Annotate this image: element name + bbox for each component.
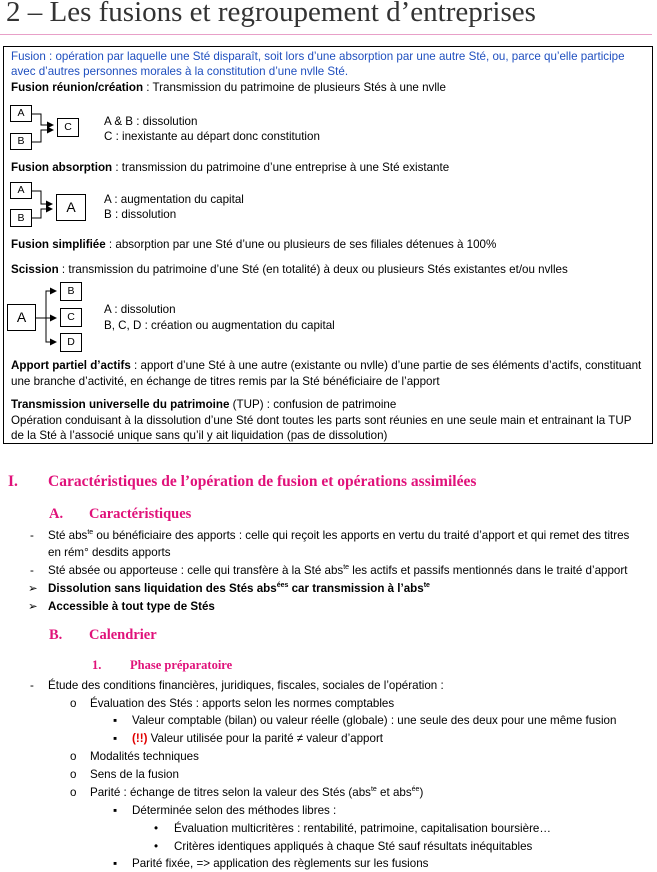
bullet-absorbante bbox=[48, 528, 629, 543]
square-bullet: ▪ bbox=[113, 732, 118, 745]
superscript: te bbox=[370, 786, 377, 793]
parite-text: et abs bbox=[376, 786, 412, 799]
absorption-note-2: B : dissolution bbox=[104, 208, 177, 221]
dash-bullet: - bbox=[30, 529, 34, 542]
fusion-simplifiee-term: Fusion simplifiée bbox=[11, 238, 106, 251]
subsection-b-title: Calendrier bbox=[89, 627, 157, 643]
fusion-absorption-text: : transmission du patrimoine d’une entreprise à une Sté existante bbox=[112, 161, 450, 174]
superscript: te bbox=[343, 564, 350, 571]
box-a-large: A bbox=[56, 194, 86, 221]
circle-bullet: o bbox=[70, 750, 77, 763]
item-sens: Sens de la fusion bbox=[90, 768, 179, 781]
circle-bullet: o bbox=[70, 768, 77, 781]
tup-line bbox=[11, 397, 396, 412]
item-modalites: Modalités techniques bbox=[90, 750, 199, 763]
arrow-bullet: ➢ bbox=[28, 600, 38, 613]
subsection-b-number: B. bbox=[49, 627, 63, 643]
reunion-note-1: A & B : dissolution bbox=[104, 115, 198, 128]
box-b: B bbox=[60, 282, 82, 301]
definition-line-1: Fusion : opération par laquelle une Sté disparaît, soit lors d’une absorption par une autre Sté, ou, parce qu’elle participe bbox=[11, 50, 625, 63]
box-a: A bbox=[10, 105, 32, 122]
item-evaluation: Évaluation des Stés : apports selon les normes comptables bbox=[90, 697, 395, 710]
bullet-text: car transmission à l’abs bbox=[288, 582, 424, 595]
item-valeur: Valeur comptable (bilan) ou valeur réelle (globale) : une seule des deux pour une même fusion bbox=[132, 714, 617, 727]
box-a: A bbox=[10, 182, 32, 199]
item-etude: Étude des conditions financières, juridiques, fiscales, sociales de l’opération : bbox=[48, 679, 444, 692]
bullet-absorbee bbox=[48, 563, 627, 578]
bullet-text: Sté abs bbox=[48, 529, 88, 542]
dot-bullet: • bbox=[154, 840, 159, 853]
absorption-note-1: A : augmentation du capital bbox=[104, 193, 244, 206]
apport-partiel-line bbox=[11, 358, 641, 373]
fusion-reunion-term: Fusion réunion/création bbox=[11, 81, 144, 94]
box-b: B bbox=[10, 133, 32, 150]
item-parite bbox=[90, 785, 423, 800]
tup-line-2: Opération conduisant à la dissolution d’une Sté dont toutes les parts sont réunies en une seule main et entrainant la TUP bbox=[11, 414, 632, 427]
scission-note-1: A : dissolution bbox=[104, 303, 176, 316]
box-b: B bbox=[10, 209, 32, 227]
page-title: 2 – Les fusions et regroupement d’entreprises bbox=[6, 0, 536, 28]
item-criteres: Critères identiques appliqués à chaque Sté sauf résultats inéquitables bbox=[174, 840, 533, 853]
tup-term: Transmission universelle du patrimoine bbox=[11, 398, 230, 411]
bullet-text: ou bénéficiaire des apports : celle qui reçoit les apports en vertu du traité d’apport et qui remet des titres bbox=[93, 529, 630, 542]
bullet-accessible: Accessible à tout type de Stés bbox=[48, 600, 215, 613]
fusion-simplifiee-text: : absorption par une Sté d’une ou plusieurs de ses filiales détenues à 100% bbox=[105, 238, 497, 251]
subsection-a-title: Caractéristiques bbox=[89, 506, 192, 522]
bullet-text: Dissolution sans liquidation des Stés abs bbox=[48, 582, 277, 595]
superscript: te bbox=[423, 582, 430, 589]
scission-note-2: B, C, D : création ou augmentation du capital bbox=[104, 319, 335, 332]
superscript: ées bbox=[276, 582, 289, 589]
box-d: D bbox=[60, 333, 82, 352]
square-bullet: ▪ bbox=[113, 804, 118, 817]
scission-line bbox=[11, 262, 568, 277]
bullet-text: les actifs et passifs mentionnés dans le traité d’apport bbox=[349, 564, 628, 577]
square-bullet: ▪ bbox=[113, 857, 118, 870]
section-number: I. bbox=[8, 473, 18, 490]
arrow-bullet: ➢ bbox=[28, 582, 38, 595]
scission-term: Scission bbox=[11, 263, 59, 276]
fusion-absorption-term: Fusion absorption bbox=[11, 161, 113, 174]
apport-partiel-term: Apport partiel d’actifs bbox=[11, 359, 131, 372]
parite-text: Parité : échange de titres selon la valeur des Stés (abs bbox=[90, 786, 371, 799]
dash-bullet: - bbox=[30, 679, 34, 692]
item-determinee: Déterminée selon des méthodes libres : bbox=[132, 804, 337, 817]
box-c: C bbox=[60, 308, 82, 327]
fusion-simplifiee-line bbox=[11, 237, 496, 252]
dot-bullet: • bbox=[154, 822, 159, 835]
scission-text: : transmission du patrimoine d’une Sté (en totalité) à deux ou plusieurs Stés existantes et/ou nvlles bbox=[58, 263, 568, 276]
warning-text: Valeur utilisée pour la parité ≠ valeur d’apport bbox=[147, 732, 384, 745]
reunion-note-2: C : inexistante au départ donc constitution bbox=[104, 130, 320, 143]
warning-marker: (!!) bbox=[132, 732, 148, 745]
subsubsection-1-title: Phase préparatoire bbox=[130, 658, 233, 672]
apport-partiel-text: : apport d’une Sté à une autre (existante ou nvlle) d’une partie de ses éléments d’actifs, constituant bbox=[130, 359, 642, 372]
definitions-box bbox=[3, 46, 653, 444]
parite-text: ) bbox=[419, 786, 424, 799]
superscript: ée bbox=[411, 786, 420, 793]
circle-bullet: o bbox=[70, 786, 77, 799]
definition-line-2: avec d’autres personnes morales à la constitution d’une nvlle Sté. bbox=[11, 65, 349, 78]
box-c: C bbox=[57, 118, 79, 137]
box-a-large: A bbox=[7, 304, 36, 331]
dash-bullet: - bbox=[30, 564, 34, 577]
fusion-reunion-text: : Transmission du patrimoine de plusieurs Stés à une nvlle bbox=[143, 81, 446, 94]
subsubsection-1-number: 1. bbox=[92, 658, 102, 672]
title-underline bbox=[0, 34, 652, 35]
item-warning bbox=[132, 731, 383, 746]
superscript: te bbox=[87, 529, 94, 536]
bullet-dissolution bbox=[48, 581, 430, 596]
item-evaluation-multicriteres: Évaluation multicritères : rentabilité, patrimoine, capitalisation boursière… bbox=[174, 822, 551, 835]
circle-bullet: o bbox=[70, 697, 77, 710]
apport-partiel-line-2: une branche d’activité, en échange de titres remis par la Sté bénéficiaire de l’apport bbox=[11, 375, 440, 388]
bullet-absorbante-line-2: en rém° desdits apports bbox=[48, 546, 171, 559]
fusion-absorption-line bbox=[11, 160, 449, 175]
section-title: Caractéristiques de l’opération de fusion et opérations assimilées bbox=[48, 473, 477, 490]
bullet-text: Sté absée ou apporteuse : celle qui transfère à la Sté abs bbox=[48, 564, 344, 577]
subsection-a-number: A. bbox=[49, 506, 64, 522]
tup-text: (TUP) : confusion de patrimoine bbox=[229, 398, 397, 411]
item-parite-fixee: Parité fixée, => application des règlements sur les fusions bbox=[132, 857, 429, 870]
square-bullet: ▪ bbox=[113, 714, 118, 727]
tup-line-3: de la Sté à l’associé unique sans qu’il y ait liquidation (pas de dissolution) bbox=[11, 429, 388, 442]
